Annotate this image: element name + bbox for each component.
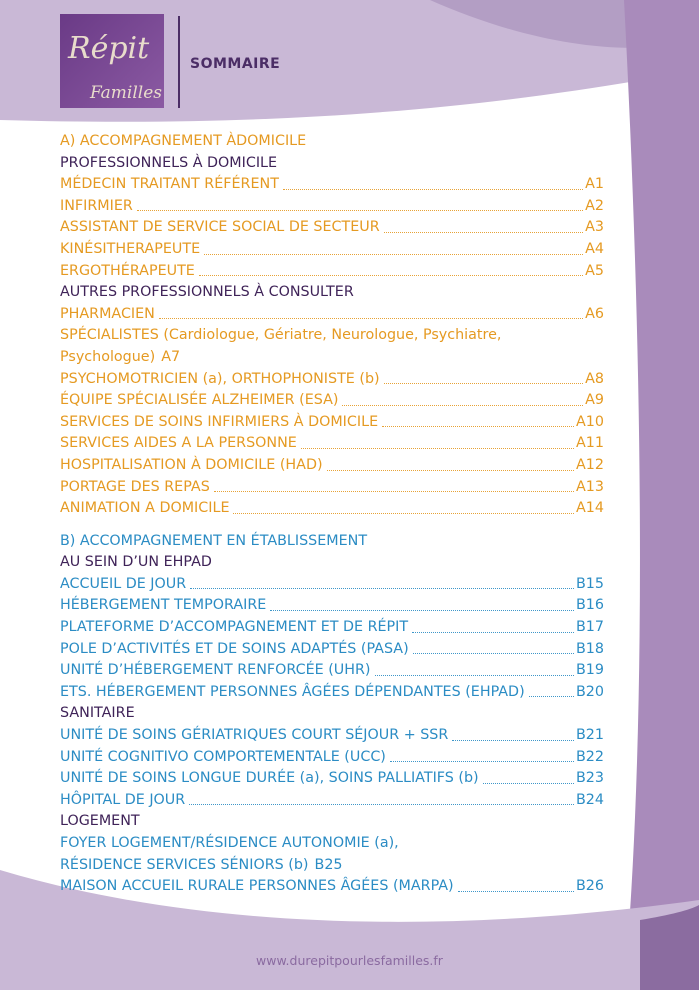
toc-entry[interactable]: INFIRMIER A2 — [60, 197, 604, 214]
toc-entry[interactable]: SERVICES DE SOINS INFIRMIERS À DOMICILE A10 — [60, 413, 604, 430]
toc-entry[interactable]: PLATEFORME D’ACCOMPAGNEMENT ET DE RÉPIT B17 — [60, 619, 604, 636]
toc-entry[interactable]: SPÉCIALISTES (Cardiologue, Gériatre, Neurologue, Psychiatre, Psychologue) A7 — [60, 325, 604, 368]
dot-leader — [413, 652, 574, 654]
toc-entry[interactable]: KINÉSITHERAPEUTE A4 — [60, 240, 604, 257]
toc-entry[interactable]: ÉQUIPE SPÉCIALISÉE ALZHEIMER (ESA) A9 — [60, 392, 604, 409]
entry-label-line1: SPÉCIALISTES (Cardiologue, Gériatre, Neurologue, Psychiatre, — [60, 327, 502, 344]
toc-entry[interactable]: UNITÉ DE SOINS LONGUE DURÉE (a), SOINS PALLIATIFS (b) B23 — [60, 770, 604, 787]
dot-leader — [529, 695, 574, 697]
toc-entry[interactable]: HÉBERGEMENT TEMPORAIRE B16 — [60, 597, 604, 614]
section-spacer — [60, 520, 604, 531]
toc-entry[interactable]: HÔPITAL DE JOUR B24 — [60, 791, 604, 808]
dot-leader — [283, 188, 583, 190]
dot-leader — [342, 404, 583, 406]
entry-label-line2: Psychologue) — [60, 348, 156, 365]
section-b-title: B) ACCOMPAGNEMENT EN ÉTABLISSEMENT — [60, 532, 368, 549]
dot-leader — [199, 274, 583, 276]
dot-leader — [214, 490, 574, 492]
toc-entry[interactable]: MAISON ACCUEIL RURALE PERSONNES ÂGÉES (MARPA) B26 — [60, 878, 604, 895]
toc-entry[interactable]: PSYCHOMOTRICIEN (a), ORTHOPHONISTE (b) A8 — [60, 370, 604, 387]
toc-entry[interactable]: HOSPITALISATION À DOMICILE (HAD) A12 — [60, 456, 604, 473]
dot-leader — [137, 209, 583, 211]
dot-leader — [233, 512, 574, 514]
dot-leader — [452, 739, 574, 741]
dot-leader — [327, 469, 574, 471]
footer-website-url[interactable]: www.durepitpourlesfamilles.fr — [256, 953, 443, 968]
toc-entry[interactable]: ACCUEIL DE JOUR B15 — [60, 575, 604, 592]
group-title: PROFESSIONNELS À DOMICILE — [60, 154, 278, 171]
toc-entry[interactable]: UNITÉ DE SOINS GÉRIATRIQUES COURT SÉJOUR + SSR B21 — [60, 727, 604, 744]
dot-leader — [159, 317, 583, 319]
toc-entry[interactable]: MÉDECIN TRAITANT RÉFÉRENT A1 — [60, 176, 604, 193]
toc-entry[interactable]: PORTAGE DES REPAS A13 — [60, 478, 604, 495]
toc-entry[interactable]: SERVICES AIDES A LA PERSONNE A11 — [60, 435, 604, 452]
dot-leader — [301, 447, 574, 449]
dot-leader — [204, 253, 583, 255]
group-title: LOGEMENT — [60, 813, 140, 830]
toc-entry[interactable]: POLE D’ACTIVITÉS ET DE SOINS ADAPTÉS (PASA) B18 — [60, 640, 604, 657]
dot-leader — [270, 609, 574, 611]
dot-leader — [382, 425, 574, 427]
logo-text-repit: Répit — [68, 31, 150, 66]
dot-leader — [458, 890, 574, 892]
dot-leader — [390, 760, 574, 762]
entry-label-line2: RÉSIDENCE SERVICES SÉNIORS (b) — [60, 856, 309, 873]
group-title: SANITAIRE — [60, 705, 135, 722]
dot-leader — [189, 803, 574, 805]
table-of-contents — [60, 131, 604, 898]
group-title: AUTRES PROFESSIONNELS À CONSULTER — [60, 284, 354, 301]
toc-entry[interactable]: UNITÉ COGNITIVO COMPORTEMENTALE (UCC) B22 — [60, 748, 604, 765]
toc-entry[interactable]: ASSISTANT DE SERVICE SOCIAL DE SECTEUR A3 — [60, 219, 604, 236]
dot-leader — [190, 587, 574, 589]
toc-entry[interactable]: UNITÉ D’HÉBERGEMENT RENFORCÉE (UHR) B19 — [60, 662, 604, 679]
toc-entry[interactable]: FOYER LOGEMENT/RÉSIDENCE AUTONOMIE (a), RÉSIDENCE SERVICES SÉNIORS (b) B25 — [60, 833, 604, 876]
dot-leader — [412, 631, 574, 633]
dot-leader — [384, 231, 583, 233]
toc-entry[interactable]: PHARMACIEN A6 — [60, 305, 604, 322]
dot-leader — [384, 382, 583, 384]
group-title: AU SEIN D’UN EHPAD — [60, 554, 212, 571]
page-title: SOMMAIRE — [190, 56, 281, 72]
repit-familles-logo — [60, 14, 164, 108]
entry-label-line1: FOYER LOGEMENT/RÉSIDENCE AUTONOMIE (a), — [60, 835, 399, 851]
toc-entry[interactable]: ETS. HÉBERGEMENT PERSONNES ÂGÉES DÉPENDANTES (EHPAD) B20 — [60, 683, 604, 700]
dot-leader — [483, 782, 574, 784]
toc-entry[interactable]: ERGOTHÉRAPEUTE A5 — [60, 262, 604, 279]
header-divider — [178, 16, 180, 108]
logo-text-familles: Familles — [90, 83, 162, 103]
toc-entry[interactable]: ANIMATION A DOMICILE A14 — [60, 500, 604, 517]
dot-leader — [375, 674, 574, 676]
right-purple-band — [624, 0, 699, 990]
section-a-title: A) ACCOMPAGNEMENT ÀDOMICILE — [60, 133, 307, 149]
